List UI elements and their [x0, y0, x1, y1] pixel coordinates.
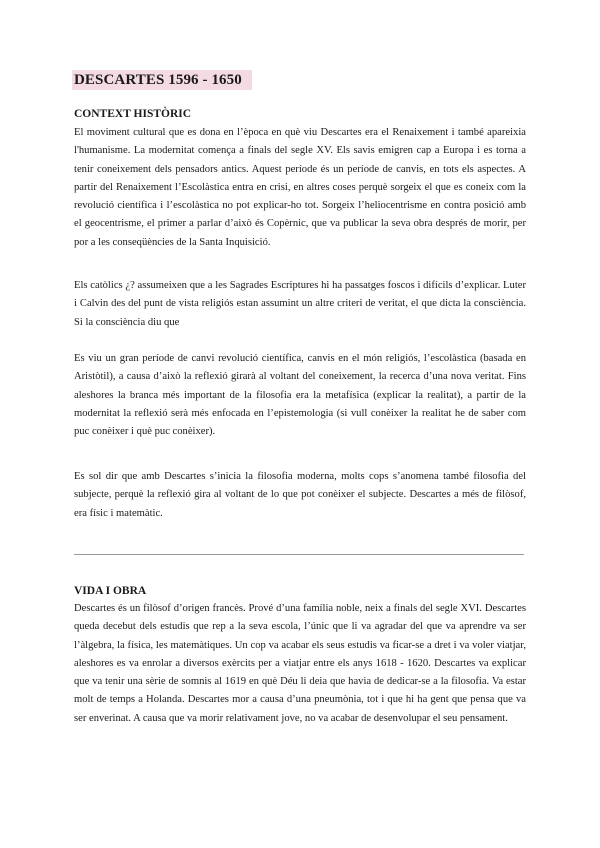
section-heading-context: CONTEXT HISTÒRIC [74, 108, 192, 120]
document-title: DESCARTES 1596 - 1650 [72, 70, 252, 90]
section-divider [74, 554, 524, 555]
context-paragraph-2: Els catòlics ¿? assumeixen que a les Sagrades Escriptures hi ha passatges foscos i difícils d’explicar. Luter i Calvin des del punt de vista religiós estan assumint un altre criteri de veritat, el que dicta la consciència. Si la consciència diu que [74, 280, 526, 328]
context-paragraph-4: Es sol dir que amb Descartes s’inicia la filosofia moderna, molts cops s’anomena també filosofia del subjecte, perquè la reflexió gira al voltant de lo que pot conèixer el subjecte. Descartes a més de filòsof, era físic i matemàtic. [74, 471, 526, 519]
context-paragraph-3: Es viu un gran període de canvi revolució científica, canvis en el món religiós, l’escolàstica (basada en Aristòtil), a causa d’això la reflexió girarà al voltant del coneixement, la recerca d’una nova veritat. Fins aleshores la branca més important de la filosofia era la metafísica (explicar la realitat), a partir de la modernitat la reflexió serà més enfocada en l’epistemologia (si vull conèixer la realitat he de saber com puc conèixer i què puc conèixer). [74, 353, 526, 438]
context-paragraph-1: El moviment cultural que es dona en l’època en què viu Descartes era el Renaixement i també apareixia l'humanisme. La modernitat comença a finals del segle XV. Els savis emigren cap a Europa i es torna a tenir coneixement dels pensadors antics. Aquest període és un període de canvis, en tots els aspectes. A partir del Renaixement l’Escolàstica entra en crisi, en altres coses perquè sorgeix el que es coneix com la revolució científica i l’escolàstica no pot explicar-ho tot. Sorgeix l’heliocentrisme en contra posició amb el geocentrisme, el primer a parlar d’això és Copèrnic, que va publicar la seva obra després de morir, per por a les conseqüències de la Santa Inquisició. [74, 127, 526, 248]
life-paragraph-1: Descartes és un filòsof d’origen francès. Prové d’una família noble, neix a finals del segle XVI. Descartes queda decebut dels estudis que rep a la seva escola, l’únic que li va agradar del que va aprendre va ser l’àlgebra, la física, les matemàtiques. Un cop va acabar els seus estudis va ficar-se a dret i va voler viatjar, aleshores es va enrolar a diversos exèrcits per a viatjar entre els anys 1618 - 1620. Descartes va explicar que va tenir una sèrie de somnis al 1619 en què Déu li deia que havia de dedicar-se a la filosofia. Va estar molt de temps a Holanda. Descartes mor a causa d’una pneumònia, tot i que hi ha gent que pensa que va ser enverinat. A causa que va morir relativament jove, no va acabar de desenvolupar el seu pensament. [74, 603, 526, 724]
section-heading-life: VIDA I OBRA [74, 585, 147, 597]
